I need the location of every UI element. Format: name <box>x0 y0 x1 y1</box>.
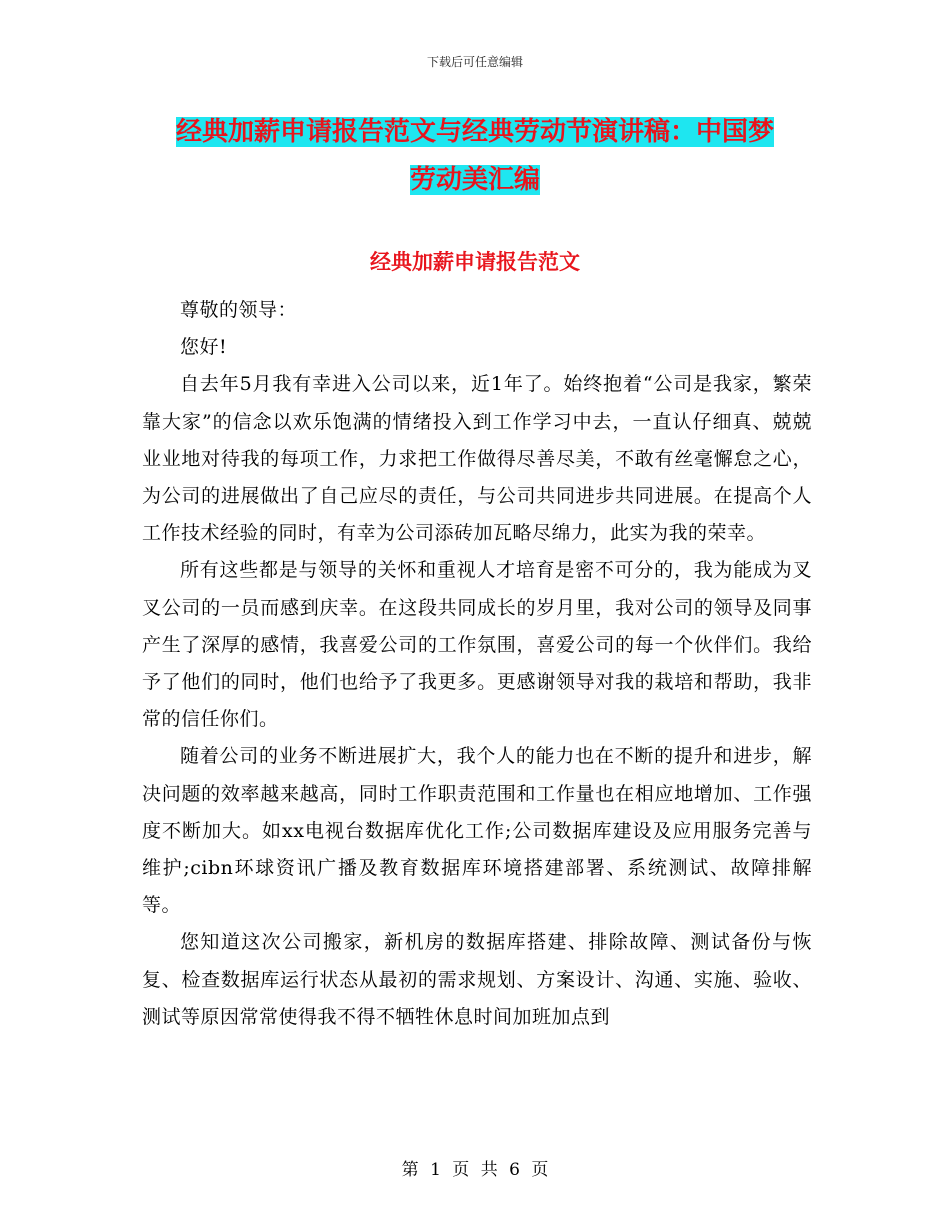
body-paragraph: 您知道这次公司搬家，新机房的数据库搭建、排除故障、测试备份与恢复、检查数据库运行状态从最初的需求规划、方案设计、沟通、实施、验收、测试等原因常常使得我不得不牺牲休息时间加班加点到 <box>142 931 812 1028</box>
document-title-line-2: 劳动美汇编 <box>409 165 540 195</box>
body-paragraph: 自去年5月我有幸进入公司以来，近1年了。始终抱着“公司是我家，繁荣靠大家”的信念以欢乐饱满的情绪投入到工作学习中去，一直认仔细真、兢兢业业地对待我的每项工作，力求把工作做得尽善尽美，不敢有丝毫懈怠之心，为公司的进展做出了自己应尽的责任，与公司共同进步共同进展。在提高个人工作技术经验的同时，有幸为公司添砖加瓦略尽绵力，此实为我的荣幸。 <box>142 373 812 545</box>
document-title <box>140 108 810 204</box>
salutation: 尊敬的领导： <box>180 299 298 321</box>
page-header-note: 下载后可任意编辑 <box>426 55 523 69</box>
document-title-line-1: 经典加薪申请报告范文与经典劳动节演讲稿：中国梦 <box>175 117 774 147</box>
body-paragraph: 所有这些都是与领导的关怀和重视人才培育是密不可分的，我为能成为叉叉公司的一员而感到庆幸。在这段共同成长的岁月里，我对公司的领导及同事产生了深厚的感情，我喜爱公司的工作氛围，喜爱公司的每一个伙伴们。我给予了他们的同时，他们也给予了我更多。更感谢领导对我的栽培和帮助，我非常的信任你们。 <box>142 559 812 731</box>
section-title: 经典加薪申请报告范文 <box>370 249 580 274</box>
greeting: 您好! <box>180 336 228 359</box>
page-number: 第 1 页 共 6 页 <box>401 1160 549 1180</box>
document-body <box>142 292 812 1036</box>
body-paragraph: 随着公司的业务不断进展扩大，我个人的能力也在不断的提升和进步，解决问题的效率越来越高，同时工作职责范围和工作量也在相应地增加、工作强度不断加大。如xx电视台数据库优化工作;公司数据库建设及应用服务完善与维护;cibn环球资讯广播及教育数据库环境搭建部署、系统测试、故障排解等。 <box>142 745 812 917</box>
